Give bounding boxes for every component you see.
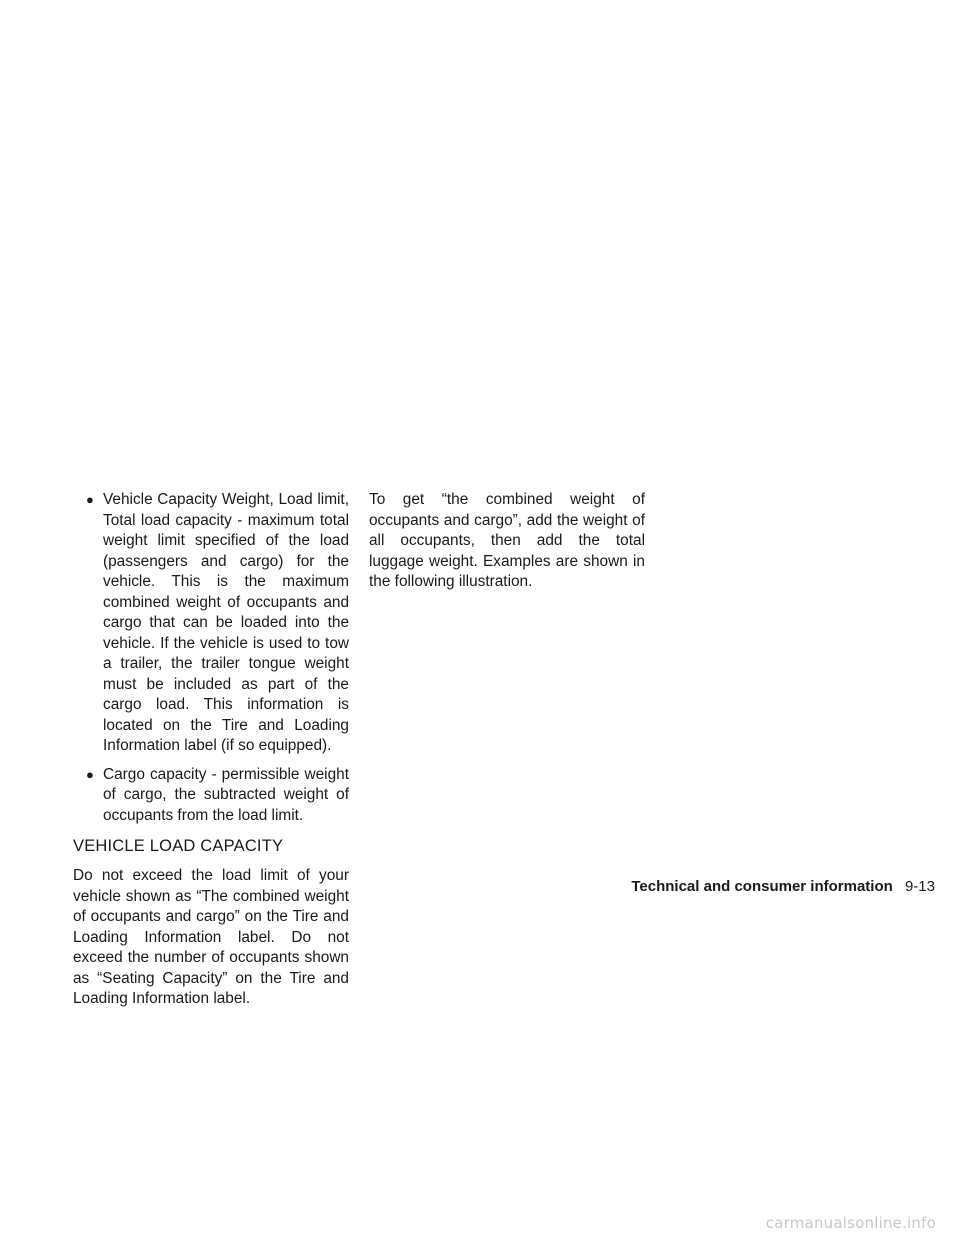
right-column [369, 490, 645, 593]
page-number: 9-13 [904, 878, 935, 895]
load-capacity-paragraph: Do not exceed the load limit of your vehicle shown as “The combined weight of occupants and cargo” on the Tire and Loading Information label. Do not exceed the number of occupants shown as “Seating Capacity” on the Tire and Loading Information label. [73, 867, 349, 1007]
bullet-item-cargo-capacity [73, 765, 349, 827]
watermark: carmanualsonline.info [765, 1214, 936, 1232]
footer-section-title: Technical and consumer information [631, 878, 893, 895]
bullet-list [73, 490, 349, 826]
bullet-text: Cargo capacity - permissible weight of cargo, the subtracted weight of occupants from the load limit. [103, 765, 349, 824]
section-heading: VEHICLE LOAD CAPACITY [73, 837, 284, 855]
combined-weight-paragraph: To get “the combined weight of occupants and cargo”, add the weight of all occupants, then add the total luggage weight. Examples are shown in the following illustration. [369, 491, 645, 590]
page-footer [631, 877, 935, 897]
bullet-icon: ● [86, 492, 94, 507]
bullet-text: Vehicle Capacity Weight, Load limit, Total load capacity - maximum total weight limit specified of the load (passengers and cargo) for the vehicle. This is the maximum combined weight of occupants and cargo that can be loaded into the vehicle. If the vehicle is used to tow a trailer, the trailer tongue weight must be included as part of the cargo load. This information is located on the Tire and Loading Information label (if so equipped). [103, 491, 349, 754]
left-column [73, 490, 349, 1010]
bullet-item-vehicle-capacity-weight [73, 490, 349, 757]
bullet-icon: ● [86, 766, 94, 782]
